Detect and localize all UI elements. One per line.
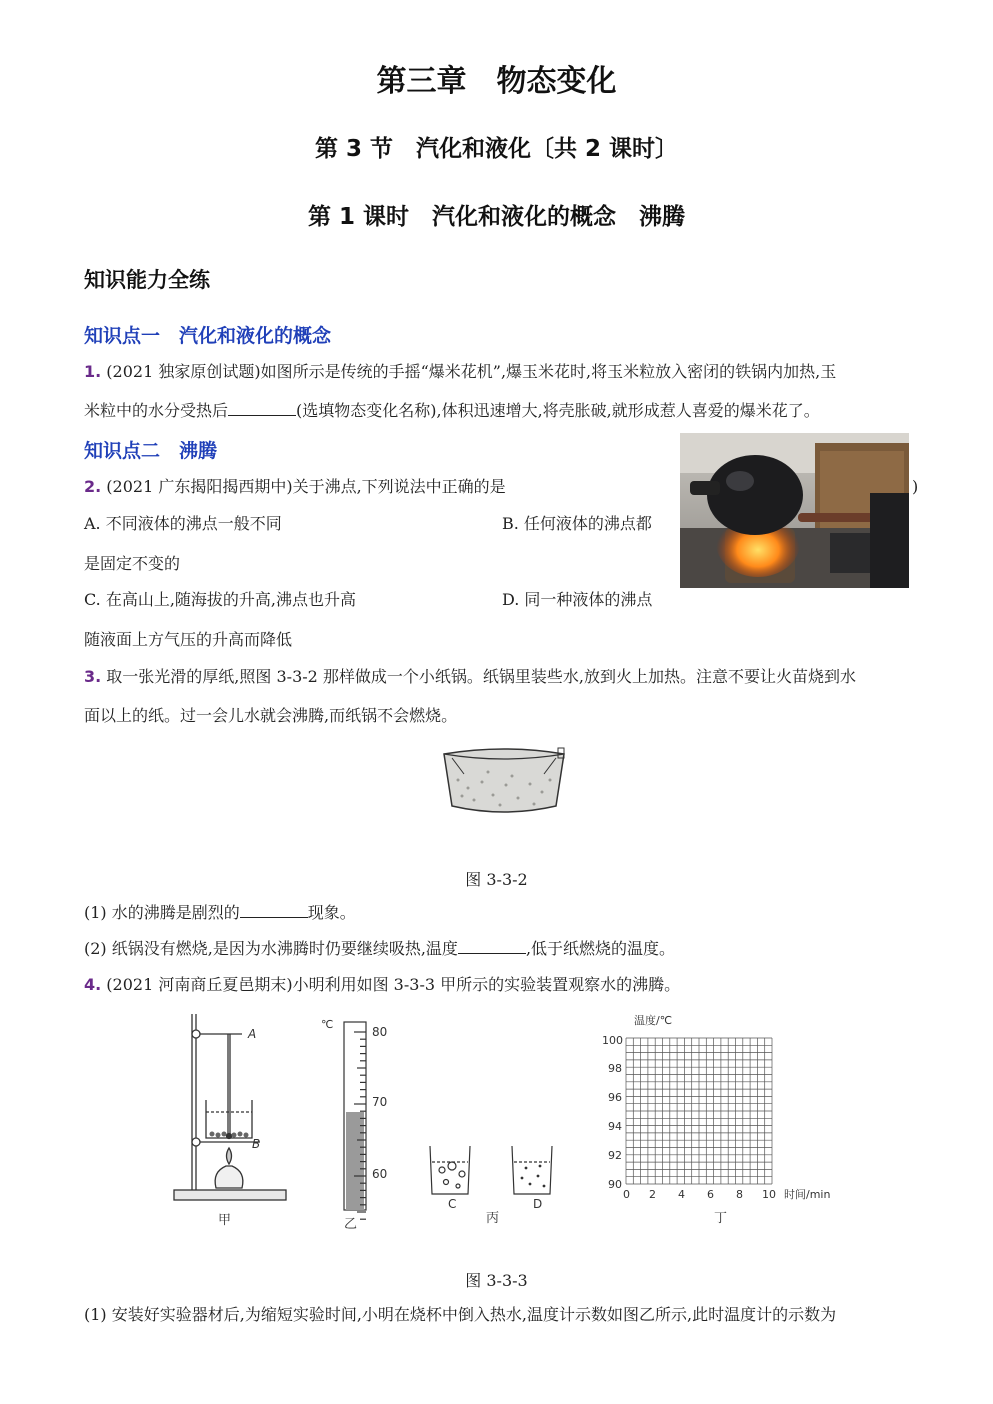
practice-heading: 知识能力全练 <box>84 268 210 292</box>
thermometer-tick-60: 60 <box>372 1167 388 1181</box>
q1-text-2a: 米粒中的水分受热后 <box>84 401 229 420</box>
q1-number: 1. <box>84 362 102 381</box>
grid-xtick-8: 8 <box>736 1188 743 1201</box>
q4-sub-1: (1) 安装好实验器材后,为缩短实验时间,小明在烧杯中倒入热水,温度计示数如图乙所示,此时温度计的示数为 <box>84 1305 837 1324</box>
ding-caption: 丁 <box>714 1211 728 1226</box>
temperature-time-grid <box>626 1038 772 1184</box>
q3-sub-2-blank[interactable] <box>458 939 526 954</box>
q2-option-d[interactable]: D. 同一种液体的沸点 <box>502 590 653 609</box>
q3-sub-2-text-a: (2) 纸锅没有燃烧,是因为水沸腾时仍要继续吸热,温度 <box>84 939 458 958</box>
q2-option-b-continued: 是固定不变的 <box>84 554 181 573</box>
grid-y-label: 温度/℃ <box>634 1014 673 1027</box>
q3-sub-1-text-a: (1) 水的沸腾是剧烈的 <box>84 903 240 922</box>
beaker-c-label: C <box>448 1197 457 1211</box>
q2-option-c[interactable]: C. 在高山上,随海拔的升高,沸点也升高 <box>84 590 357 609</box>
beaker-d-label: D <box>533 1197 543 1211</box>
yi-caption: 乙 <box>344 1217 358 1232</box>
q2-answer-paren: ) <box>912 477 919 496</box>
q3-sub-1-text-b: 现象。 <box>307 903 356 922</box>
q1-text-2b: (选填物态变化名称),体积迅速增大,将壳胀破,就形成惹人喜爱的爆米花了。 <box>296 401 820 420</box>
q2-stem-text: (2021 广东揭阳揭西期中)关于沸点,下列说法中正确的是 <box>101 477 506 496</box>
knowledge-point-2-title: 知识点二 沸腾 <box>84 440 218 462</box>
bing-caption: 丙 <box>486 1211 500 1226</box>
figure-3-3-2-caption: 图 3-3-2 <box>465 870 528 889</box>
grid-xtick-0: 0 <box>623 1188 630 1201</box>
q1-line-1 <box>84 362 836 382</box>
jia-label-b: B <box>252 1137 261 1151</box>
grid-xtick-4: 4 <box>678 1188 685 1201</box>
beaker-c <box>430 1146 470 1194</box>
grid-xtick-10: 10 <box>762 1188 776 1201</box>
figure-3-3-3 <box>160 1008 860 1233</box>
grid-ytick-96: 96 <box>608 1091 622 1104</box>
q3-text-1: 取一张光滑的厚纸,照图 3-3-2 那样做成一个小纸锅。纸锅里装些水,放到火上加热。注意不要让火苗烧到水 <box>101 667 857 686</box>
q3-sub-2-text-b: ,低于纸燃烧的温度。 <box>525 939 676 958</box>
q3-line-1 <box>84 667 856 687</box>
grid-xtick-6: 6 <box>707 1188 714 1201</box>
grid-xtick-2: 2 <box>649 1188 656 1201</box>
grid-ytick-90: 90 <box>608 1178 622 1191</box>
q2-option-a[interactable]: A. 不同液体的沸点一般不同 <box>84 514 282 533</box>
q1-answer-blank[interactable] <box>228 401 296 416</box>
jia-label-a: A <box>248 1027 257 1041</box>
q1-text-1: (2021 独家原创试题)如图所示是传统的手摇“爆米花机”,爆玉米花时,将玉米粒放入密闭的铁锅内加热,玉 <box>101 362 837 381</box>
chapter-title: 第三章 物态变化 <box>376 64 617 99</box>
knowledge-point-1-title: 知识点一 汽化和液化的概念 <box>84 325 332 347</box>
thermometer-tick-70: 70 <box>372 1095 388 1109</box>
grid-ytick-100: 100 <box>602 1034 623 1047</box>
q4-stem <box>84 975 680 995</box>
grid-ytick-98: 98 <box>608 1062 622 1075</box>
grid-x-label: 时间/min <box>784 1188 831 1201</box>
q3-sub-1-blank[interactable] <box>240 903 308 918</box>
thermometer-yi <box>344 1022 366 1219</box>
q4-number: 4. <box>84 975 102 994</box>
q3-text-2: 面以上的纸。过一会儿水就会沸腾,而纸锅不会燃烧。 <box>84 706 458 725</box>
grid-ytick-92: 92 <box>608 1149 622 1162</box>
thermometer-tick-80: 80 <box>372 1025 388 1039</box>
q3-sub-1 <box>84 903 356 923</box>
q2-option-b[interactable]: B. 任何液体的沸点都 <box>502 514 652 533</box>
paper-pot-figure <box>438 740 570 820</box>
figure-3-3-3-caption: 图 3-3-3 <box>465 1271 528 1290</box>
thermometer-unit: ℃ <box>321 1018 334 1031</box>
q2-option-d-continued: 随液面上方气压的升高而降低 <box>84 630 293 649</box>
jia-caption: 甲 <box>218 1213 232 1228</box>
q2-number: 2. <box>84 477 102 496</box>
q3-number: 3. <box>84 667 102 686</box>
apparatus-jia <box>174 1014 286 1200</box>
popcorn-machine-photo <box>680 433 909 588</box>
q2-stem <box>84 477 506 497</box>
q4-stem-text: (2021 河南商丘夏邑期末)小明利用如图 3-3-3 甲所示的实验装置观察水的沸腾。 <box>101 975 681 994</box>
grid-ytick-94: 94 <box>608 1120 622 1133</box>
section-title: 第 3 节 汽化和液化〔共 2 课时〕 <box>314 136 679 162</box>
beaker-d <box>512 1146 552 1194</box>
q1-line-2 <box>84 401 820 421</box>
lesson-title: 第 1 课时 汽化和液化的概念 沸腾 <box>307 204 686 230</box>
q3-sub-2 <box>84 939 675 959</box>
